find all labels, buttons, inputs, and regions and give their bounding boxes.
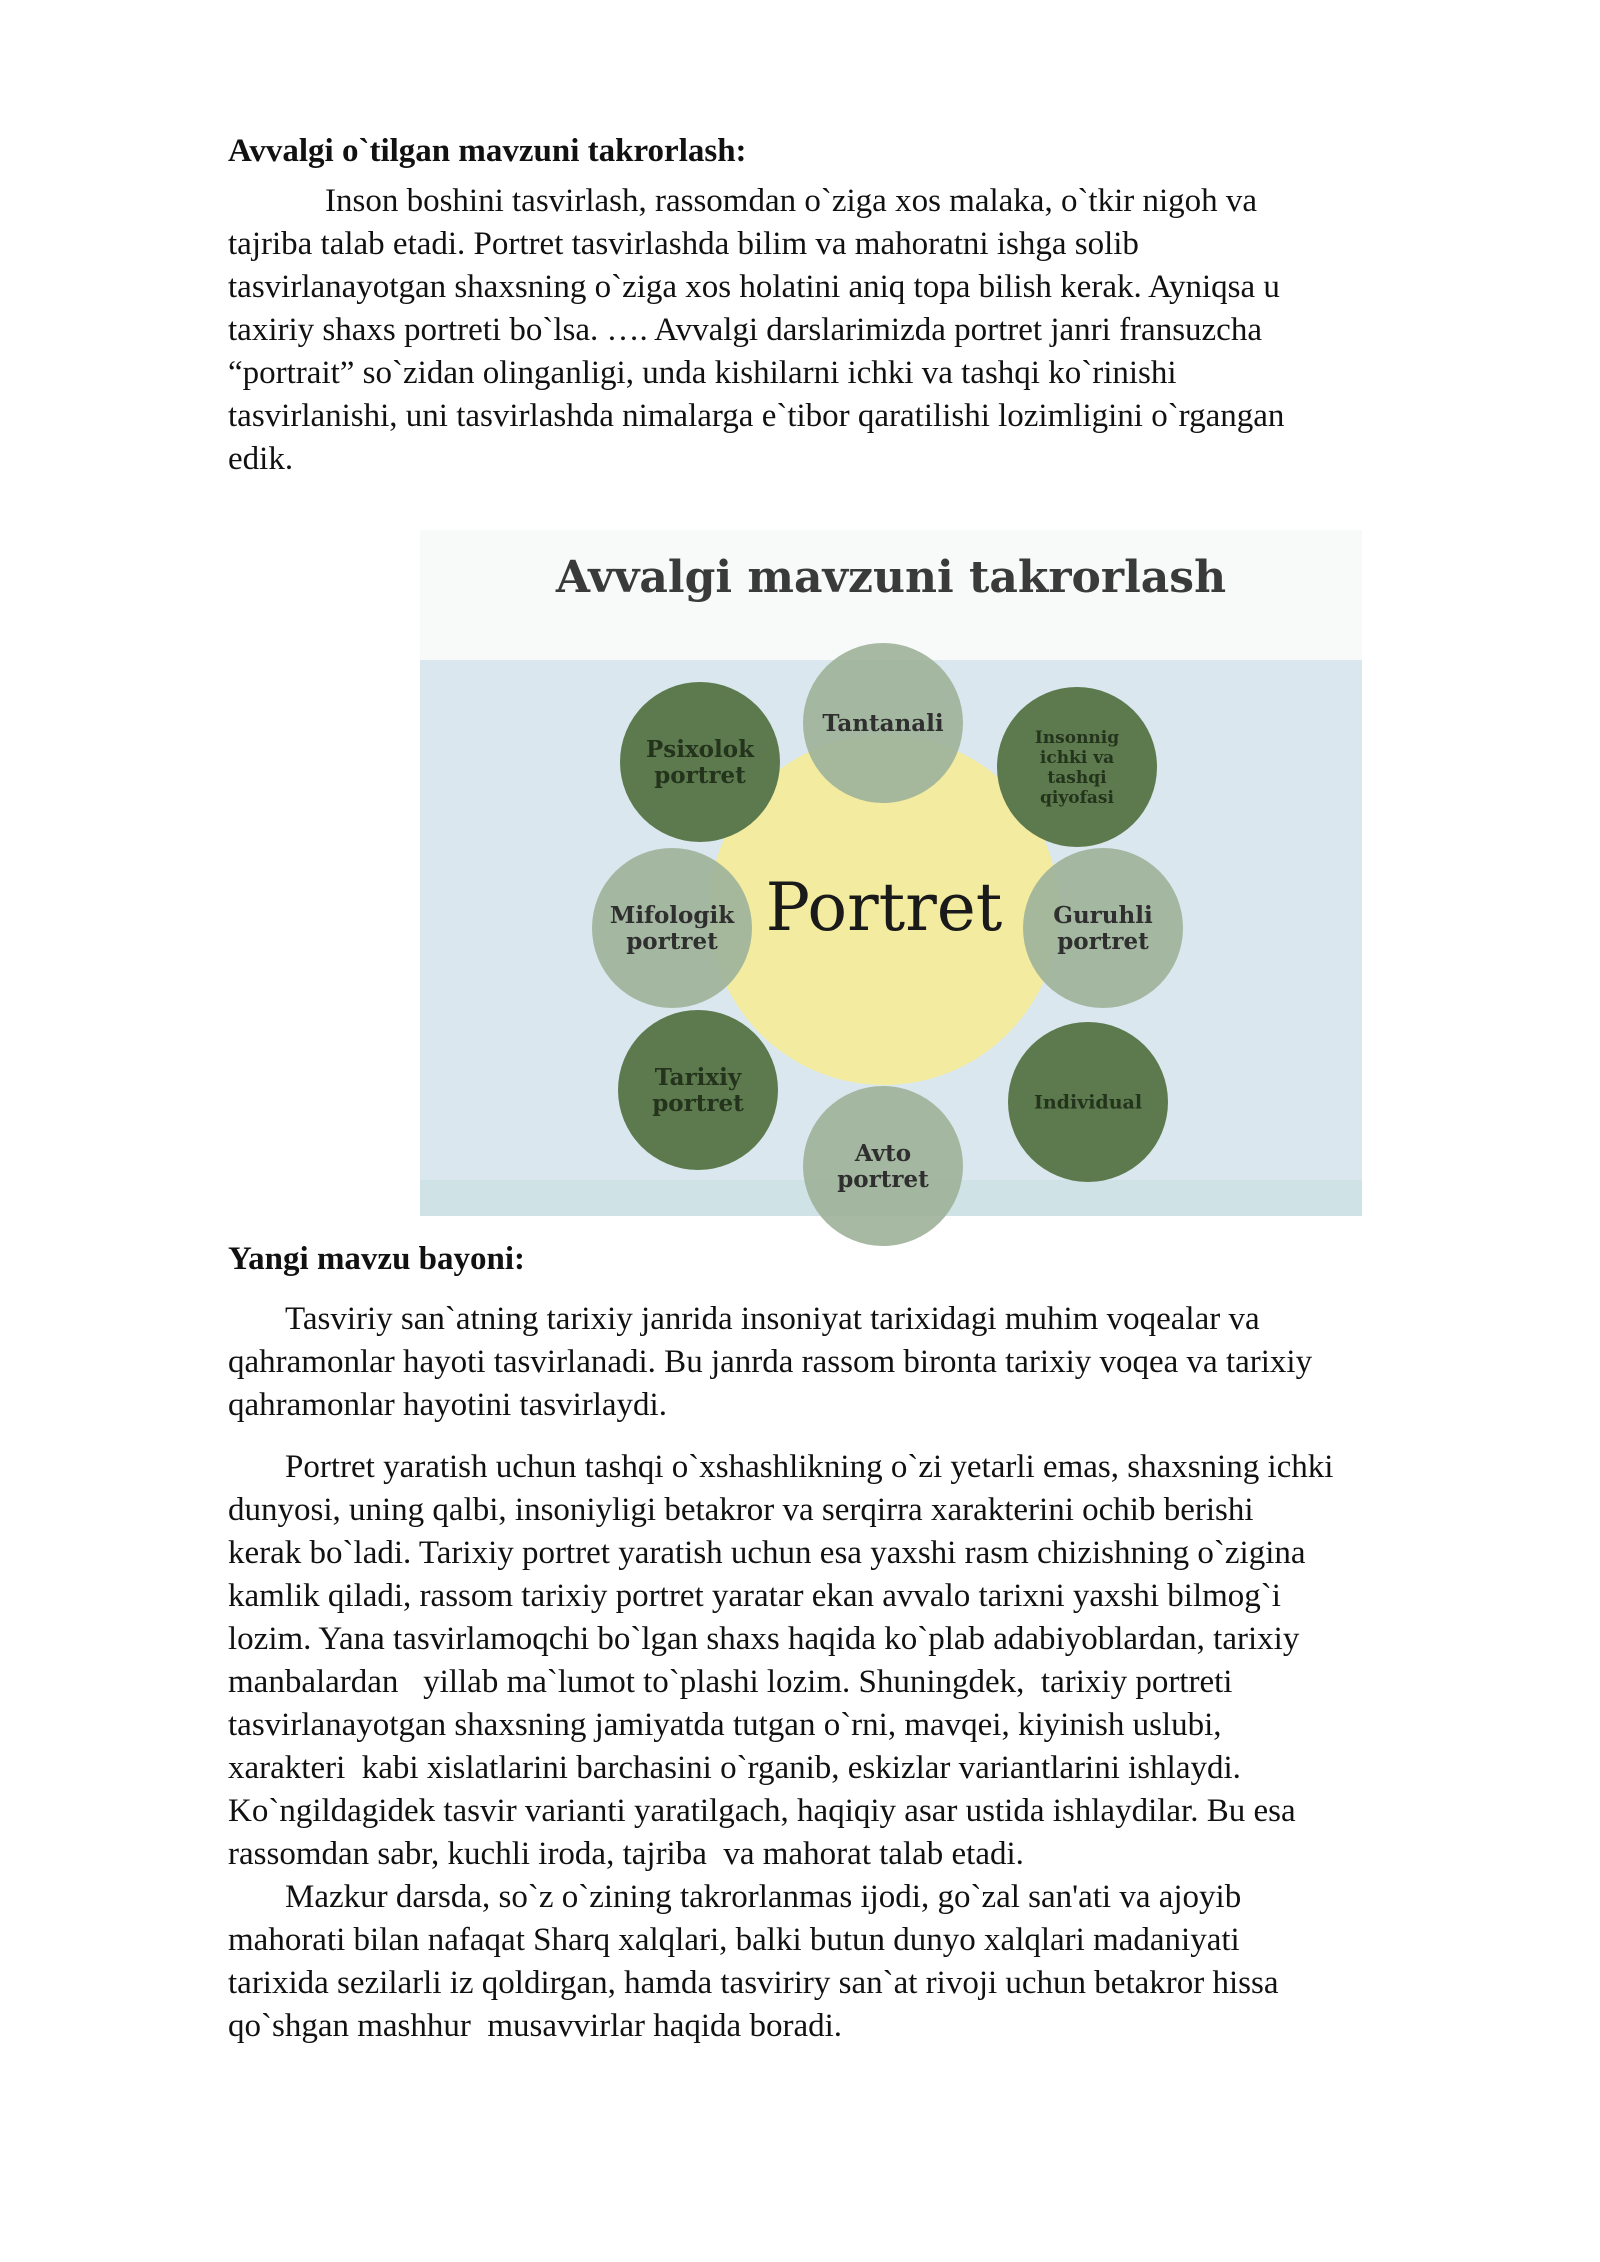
diagram-node-label: Psixolok [645,736,755,764]
diagram-node-label: portret [837,1166,929,1194]
diagram-node [1023,848,1183,1008]
diagram-canvas [420,530,1362,1230]
section-heading-review: Avvalgi o`tilgan mavzuni takrorlash: [228,133,747,169]
text-line: Ko`ngildagidek tasvir varianti yaratilgach, haqiqiy asar ustida ishlaydilar. Bu esa [228,1793,1296,1829]
diagram-node-label: tashqi [1047,767,1107,788]
diagram-node-label: Guruhli [1053,902,1153,930]
text-line: tasvirlanishi, uni tasvirlashda nimalarga e`tibor qaratilishi lozimligini o`rgangan [228,398,1285,434]
diagram-node [803,643,963,803]
text-line: tasvirlanayotgan shaxsning o`ziga xos holatini aniq topa bilish kerak. Ayniqsa u [228,269,1280,305]
text-line: taxiriy shaxs portreti bo`lsa. …. Avvalgi darslarimizda portret janri fransuzcha [228,312,1262,348]
text-line: tajriba talab etadi. Portret tasvirlashda bilim va mahoratni ishga solib [228,226,1139,262]
portrait-types-diagram [420,530,1362,1230]
diagram-node [620,682,780,842]
text-line: Mazkur darsda, so`z o`zining takrorlanmas ijodi, go`zal san'ati va ajoyib [285,1879,1242,1915]
new-topic-paragraph-2 [228,1446,1488,1876]
diagram-node-label: qiyofasi [1040,787,1114,808]
diagram-node-label: Individual [1033,1091,1143,1114]
diagram-node-label: Mifologik [609,902,735,930]
text-line: Tasviriy san`atning tarixiy janrida insoniyat tarixidagi muhim voqealar va [285,1301,1260,1337]
text-line: tarixida sezilarli iz qoldirgan, hamda tasviriry san`at rivoji uchun betakror hissa [228,1965,1279,2001]
diagram-node [618,1010,778,1170]
text-line: dunyosi, uning qalbi, insoniyligi betakror va serqirra xarakterini ochib berishi [228,1492,1254,1528]
diagram-node-label: Insonnig [1034,727,1120,748]
text-line: tasvirlanayotgan shaxsning jamiyatda tutgan o`rni, mavqei, kiyinish uslubi, [228,1707,1222,1743]
diagram-title: Avvalgi mavzuni takrorlash [555,552,1227,603]
text-line: rassomdan sabr, kuchli iroda, tajriba va mahorat talab etadi. [228,1836,1024,1872]
text-line: edik. [228,441,294,477]
text-line: lozim. Yana tasvirlamoqchi bo`lgan shaxs haqida ko`plab adabiyoblardan, tarixiy [228,1621,1300,1657]
diagram-node-label: portret [1057,928,1149,956]
diagram-node-label: portret [626,928,718,956]
text-line: qahramonlar hayoti tasvirlanadi. Bu janrda rassom bironta tarixiy voqea va tarixiy [228,1344,1313,1380]
diagram-node [1008,1022,1168,1182]
diagram-node-label: portret [654,762,746,790]
new-topic-paragraph-3 [228,1876,1488,2048]
diagram-node [997,687,1157,847]
new-topic-paragraph-1 [228,1298,1488,1427]
diagram-node-label: ichki va [1039,747,1115,768]
text-line: “portrait” so`zidan olinganligi, unda kishilarni ichki va tashqi ko`rinishi [228,355,1177,391]
text-line: kerak bo`ladi. Tarixiy portret yaratish uchun esa yaxshi rasm chizishning o`zigina [228,1535,1306,1571]
center-label: Portret [765,869,1003,946]
text-line: kamlik qiladi, rassom tarixiy portret yaratar ekan avvalo tarixni yaxshi bilmog`i [228,1578,1281,1614]
diagram-node [803,1086,963,1246]
diagram-node-label: Tarixiy [654,1064,742,1092]
review-paragraph [228,180,1488,481]
text-line: xarakteri kabi xislatlarini barchasini o`rganib, eskizlar variantlarini ishlaydi. [228,1750,1241,1786]
diagram-node-label: Tantanali [822,710,944,738]
text-line: Inson boshini tasvirlash, rassomdan o`ziga xos malaka, o`tkir nigoh va [325,183,1258,219]
text-line: manbalardan yillab ma`lumot to`plashi lozim. Shuningdek, tarixiy portreti [228,1664,1233,1700]
text-line: qahramonlar hayotini tasvirlaydi. [228,1387,667,1423]
text-line: mahorati bilan nafaqat Sharq xalqlari, balki butun dunyo xalqlari madaniyati [228,1922,1240,1958]
text-line: Portret yaratish uchun tashqi o`xshashlikning o`zi yetarli emas, shaxsning ichki [285,1449,1334,1485]
diagram-node [592,848,752,1008]
diagram-node-label: Avto [854,1140,912,1168]
diagram-node-label: portret [652,1090,744,1118]
text-line: qo`shgan mashhur musavvirlar haqida boradi. [228,2008,843,2044]
section-heading-new-topic: Yangi mavzu bayoni: [228,1241,526,1277]
